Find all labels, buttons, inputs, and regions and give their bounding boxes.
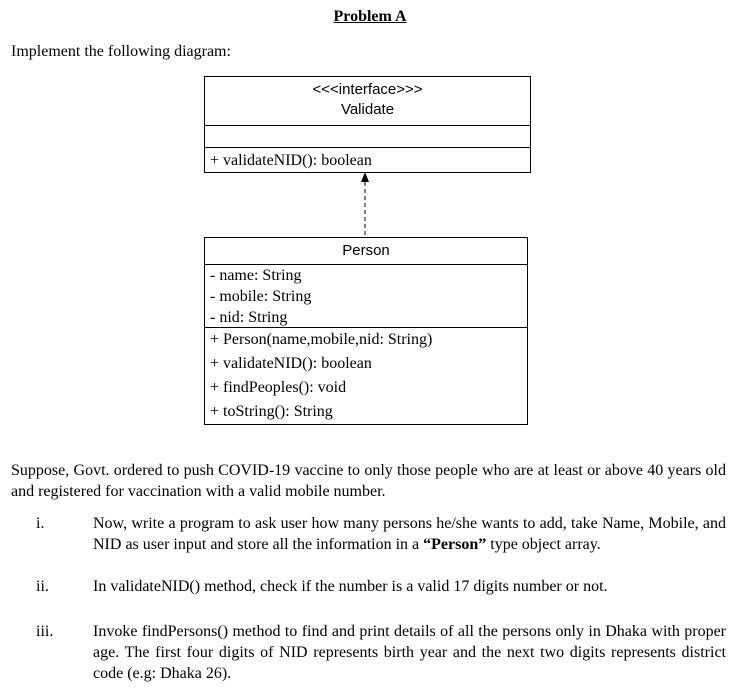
class-name: Person	[342, 242, 390, 259]
item-number-3: iii.	[36, 623, 54, 640]
arrow-head	[361, 172, 369, 182]
person-class-box	[204, 237, 528, 425]
item-text-1-part: Now, write a program to ask user how many persons he/she wants to add, take Name, Mobile, and NID as user input and store all the information in a	[93, 515, 726, 553]
method-to-string: + toString(): String	[210, 403, 333, 420]
item-text-3: Invoke findPersons() method to find and print details of all the persons only in Dhaka with proper age. The first four digits of NID represents birth year and the next two digits represents district code (e.g: Dhaka 26).	[93, 623, 726, 682]
interface-stereotype: <<<interface>>>	[312, 81, 423, 98]
interface-method: + validateNID(): boolean	[210, 152, 372, 169]
attribute-name: - name: String	[210, 267, 302, 284]
problem-paragraph: Suppose, Govt. ordered to push COVID-19 vaccine to only those people who are at least or above 40 years old and registered for vaccination with a valid mobile number.	[11, 462, 726, 500]
item-text-1	[93, 513, 726, 555]
attribute-nid: - nid: String	[210, 309, 288, 326]
item-number-1: i.	[36, 515, 45, 532]
interface-attributes	[205, 125, 530, 147]
method-find-peoples: + findPeoples(): void	[210, 379, 347, 396]
item-number-2: ii.	[36, 578, 49, 595]
intro-text: Implement the following diagram:	[11, 43, 231, 60]
method-validate-nid: + validateNID(): boolean	[210, 355, 372, 372]
item-text-1-end: type object array.	[486, 536, 601, 553]
method-constructor: + Person(name,mobile,nid: String)	[210, 331, 433, 348]
interface-box	[204, 76, 531, 173]
item-text-2: In validateNID() method, check if the number is a valid 17 digits number or not.	[93, 578, 608, 595]
attribute-mobile: - mobile: String	[210, 288, 312, 305]
page-title: Problem A	[333, 8, 407, 25]
item-text-1-bold: “Person”	[423, 536, 487, 553]
realization-arrow	[355, 170, 375, 240]
interface-name: Validate	[340, 101, 395, 118]
